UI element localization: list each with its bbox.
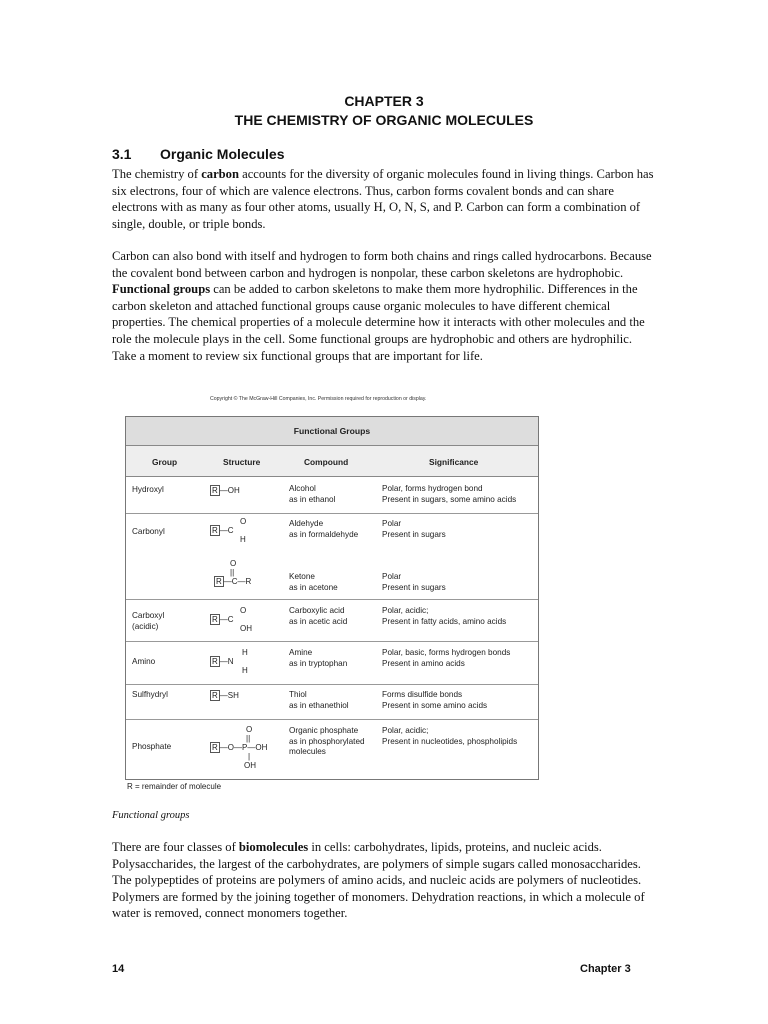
r-box: R [212,691,218,700]
carboxyl-structure [210,606,252,633]
significance-line: Present in sugars [382,529,446,539]
table-header [126,446,538,477]
compound-name: Amine [289,648,313,657]
text: The chemistry of [112,167,202,181]
group-name: Sulfhydryl [132,690,168,699]
compound-example: as in phosphorylated [289,736,365,746]
header-significance: Significance [429,457,479,467]
text: in cells: carbohydrates, lipids, proteins, and nucleic acids. Polysaccharides, the largest of the carbohydrates, are polymers of simple sugars called monosaccharides. The polypeptides of proteins are polymers of amino acids, and nucleic acids are polymers of nucleotides. Polymers are formed by the joining together of monomers. Dehydration reactions, in which a molecule of water is removed, connect monomers together. [112,840,645,921]
compound-example: as in tryptophan [289,658,348,668]
significance-line: Polar, basic, forms hydrogen bonds [382,648,511,657]
compound-example: molecules [289,747,326,756]
compound [289,648,347,669]
page-number: 14 [112,963,125,975]
text: can be added to carbon skeletons to make them more hydrophilic. Differences in the carbon skeleton and attached functional groups cause organic molecules to have different chemical properties. The chemical properties of a molecule determine how it interacts with other molecules and the role the molecule plays in the cell. Some functional groups are hydrophobic and others are hydrophilic. Take a moment to review six functional groups that are important for life. [112,282,645,363]
r-box: R [212,743,218,752]
significance-line: Present in amino acids [382,658,465,668]
structure-text: —C [219,615,234,624]
significance-line: Polar, acidic; [382,606,429,615]
compound-example: as in formaldehyde [289,529,359,539]
text: Carbon can also bond with itself and hydrogen to form both chains and rings called hydrocarbons. Because the covalent bond between carbon and hydrogen is nonpolar, these carbon skeletons are hydrophobic. [112,249,652,280]
compound-example: as in ethanethiol [289,700,349,710]
compound-name: Thiol [289,690,307,699]
atom-h: H [242,648,248,657]
significance-line: Polar [382,519,402,528]
paragraph-biomolecules [112,839,656,922]
chapter-title: THE CHEMISTRY OF ORGANIC MOLECULES [234,112,534,128]
ketone-structure [214,559,251,586]
significance-line: Present in some amino acids [382,700,488,710]
significance-line: Present in nucleotides, phospholipids [382,736,518,746]
compound [289,726,365,758]
compound [289,484,335,505]
term-carbon: carbon [201,167,239,181]
structure-text: —SH [219,691,239,700]
significance [382,572,446,593]
significance [382,648,510,669]
structure-text: —O—P—OH [219,743,268,752]
double-bond: || [246,734,251,743]
compound-name: Ketone [289,572,315,581]
atom-o: O [240,606,247,615]
atom-h: H [240,535,246,544]
text: accounts for the diversity of organic molecules found in living things. Carbon has six electrons, four of which are valence electrons. Thus, carbon forms covalent bonds and can share electrons with as many as four other atoms, usually H, O, N, S, and P. Carbon can form a combination of single, double, or triple bonds. [112,167,654,231]
text: There are four classes of [112,840,239,854]
table-row [126,685,538,720]
header-compound: Compound [304,457,349,467]
atom-o: O [230,559,237,568]
compound-name: Organic phosphate [289,726,359,735]
chapter-number: CHAPTER 3 [344,93,424,109]
table-title: Functional Groups [126,417,538,446]
r-box: R [212,526,218,535]
double-bond: || [230,568,235,577]
significance-line: Polar, forms hydrogen bond [382,484,483,493]
figure-caption: Functional groups [112,810,190,821]
significance-line: Present in sugars [382,582,446,592]
figure-copyright: Copyright © The McGraw-Hill Companies, Inc. Permission required for reproduction or display. [210,396,427,402]
significance-line: Present in sugars, some amino acids [382,494,517,504]
compound [289,606,347,627]
table-row [126,477,538,514]
sulfhydryl-structure [210,691,239,700]
atom-o: O [240,517,247,526]
significance-line: Forms disulfide bonds [382,690,463,699]
compound [289,572,338,593]
functional-groups-table [125,416,539,780]
atom-oh: OH [244,761,256,770]
table-footnote: R = remainder of molecule [127,782,222,791]
significance-line: Polar, acidic; [382,726,429,735]
compound-example: as in acetone [289,582,338,592]
structure-text: —C—R [223,577,252,586]
table-row [126,642,538,685]
significance [382,519,446,540]
compound-name: Aldehyde [289,519,324,528]
structure-text: —C [219,526,234,535]
table-row [126,720,538,779]
significance-line: Present in fatty acids, amino acids [382,616,507,626]
paragraph-carbon [112,166,656,232]
section-title: Organic Molecules [160,146,285,162]
table-row [126,514,538,600]
compound-name: Carboxylic acid [289,606,345,615]
header-group: Group [152,457,178,467]
group-name: Carbonyl [132,527,165,536]
hydroxyl-structure [210,486,240,495]
compound [289,519,358,540]
header-structure: Structure [223,457,261,467]
group-name: Hydroxyl [132,485,164,494]
r-box: R [212,657,218,666]
aldehyde-structure [210,517,246,544]
term-functional-groups: Functional groups [112,282,211,297]
significance [382,484,516,505]
section-number: 3.1 [112,146,132,162]
r-box: R [212,486,218,495]
group-line: (acidic) [132,621,159,631]
single-bond: | [248,752,251,761]
compound-example: as in ethanol [289,494,336,504]
significance [382,726,517,747]
amino-structure [210,648,248,675]
atom-oh: OH [240,624,252,633]
structure-text: —OH [219,486,240,495]
group-name: Phosphate [132,742,172,751]
phosphate-structure [210,725,267,770]
significance [382,606,506,627]
structure-text: —N [219,657,234,666]
significance [382,690,487,711]
group-line: Carboxyl [132,611,165,620]
paragraph-hydrocarbons [112,248,656,364]
r-box: R [212,615,218,624]
r-box: R [216,577,222,586]
significance-line: Polar [382,572,402,581]
atom-o: O [246,725,253,734]
section-heading [112,146,284,162]
atom-h: H [242,666,248,675]
group-name: Amino [132,657,156,666]
table-row [126,600,538,642]
compound-name: Alcohol [289,484,316,493]
footer-chapter: Chapter 3 [580,963,631,975]
group-name [132,611,164,632]
compound-example: as in acetic acid [289,616,348,626]
compound [289,690,349,711]
term-biomolecules: biomolecules [238,840,309,854]
